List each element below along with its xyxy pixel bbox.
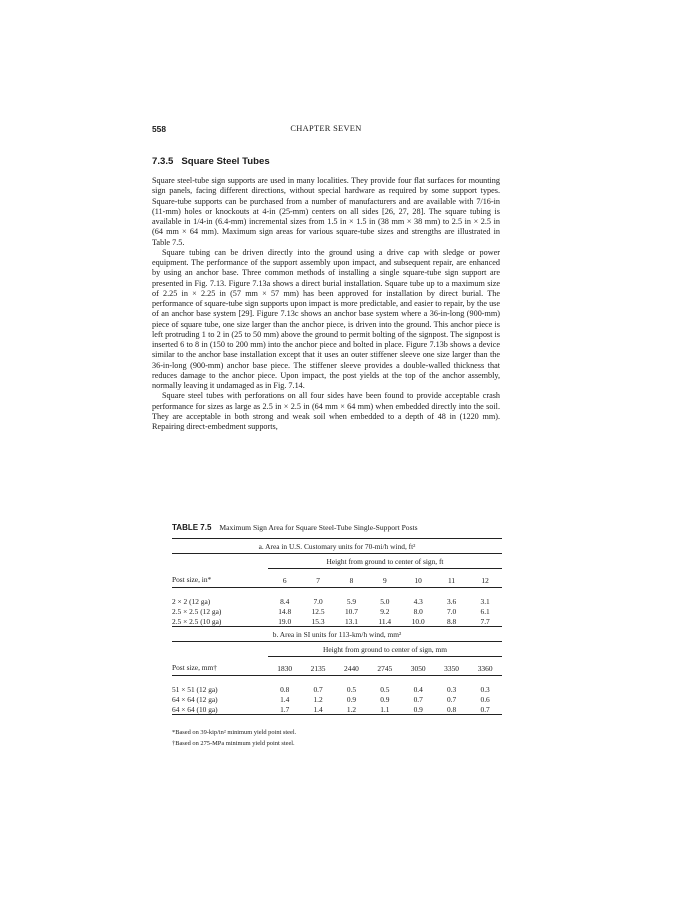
column-header: 10	[402, 569, 435, 588]
post-size-cell: 64 × 64 (12 ga)	[172, 694, 218, 704]
table-row	[172, 616, 502, 627]
table-cell: 0.5	[380, 684, 390, 694]
page-content	[152, 124, 500, 432]
table-cell: 7.0	[446, 606, 457, 616]
part-a-height-label: Height from ground to center of sign, ft	[268, 554, 502, 569]
table-cell: 1.1	[380, 704, 390, 714]
table-subtitle-row	[172, 627, 502, 642]
table-cell: 8.4	[280, 596, 290, 606]
table-cell: 9.2	[380, 606, 390, 616]
body-text	[152, 176, 500, 432]
table-cell: 1.7	[280, 704, 290, 714]
table-cell: 13.1	[344, 616, 358, 626]
table-cell: 19.0	[278, 616, 292, 626]
column-header-row	[172, 657, 502, 676]
table-cell: 10.7	[344, 606, 358, 616]
table-cell: 0.8	[446, 704, 457, 714]
table-cell: 0.9	[380, 694, 390, 704]
part-b-subtitle: b. Area in SI units for 113-km/h wind, mm²	[172, 627, 502, 642]
column-header: 3050	[402, 657, 435, 676]
table-cell: 3.1	[480, 596, 490, 606]
chapter-title: CHAPTER SEVEN	[290, 124, 362, 133]
table-row	[172, 704, 502, 715]
table-cell: 15.3	[311, 616, 325, 626]
page-number: 558	[152, 124, 166, 134]
paragraph: Square steel-tube sign supports are used in many localities. They provide four flat surfaces for mounting sign panels, facing different directions, without special hardware as required by some support types. Square-tube supports can be purchased from a number of manufacturers and are available with 7/16-in (11-mm) holes or knockouts at 4-in (25-mm) centers on all sides [26, 27, 28]. The square tubing is available in 1/4-in (6.4-mm) incremental sizes from 1.5 in × 1.5 in (38 mm × 38 mm) to 2.5 in × 2.5 in (64 mm × 64 mm). Maximum sign areas for various square-tube sizes and strengths are illustrated in Table 7.5.	[152, 176, 500, 247]
post-size-cell: 64 × 64 (10 ga)	[172, 704, 218, 714]
table-number: TABLE 7.5	[172, 523, 212, 532]
table-row	[172, 684, 502, 694]
section-number: 7.3.5	[152, 156, 174, 167]
table-cell: 7.7	[480, 616, 490, 626]
table-cell: 1.4	[313, 704, 323, 714]
table-caption	[172, 523, 502, 532]
table-cell: 0.3	[446, 684, 457, 694]
part-b-post-label: Post size, mm†	[172, 657, 268, 676]
part-a-subtitle: a. Area in U.S. Customary units for 70-mi/h wind, ft²	[172, 539, 502, 554]
post-size-cell: 2.5 × 2.5 (10 ga)	[172, 616, 222, 626]
part-a-post-label: Post size, in*	[172, 569, 268, 588]
table-cell: 0.9	[346, 694, 357, 704]
table-cell: 0.9	[413, 704, 423, 714]
column-header: 2440	[335, 657, 368, 676]
table-cell: 4.3	[413, 596, 423, 606]
column-header: 8	[335, 569, 368, 588]
table-cell: 0.6	[480, 694, 490, 704]
table-cell: 0.7	[313, 684, 323, 694]
table-cell: 0.8	[280, 684, 290, 694]
table-subtitle-row	[172, 539, 502, 554]
column-header: 9	[368, 569, 401, 588]
column-header: 2135	[301, 657, 334, 676]
column-header: 12	[468, 569, 502, 588]
table-cell: 0.5	[346, 684, 357, 694]
table-row	[172, 596, 502, 606]
table-cell: 8.8	[446, 616, 457, 626]
table-cell: 0.7	[480, 704, 490, 714]
column-header: 3350	[435, 657, 468, 676]
table-cell: 6.1	[480, 606, 490, 616]
column-header: 7	[301, 569, 334, 588]
column-header: 3360	[468, 657, 502, 676]
table-footnotes	[172, 727, 502, 749]
section-title: Square Steel Tubes	[181, 156, 270, 167]
column-header-row	[172, 569, 502, 588]
table-cell: 1.2	[313, 694, 323, 704]
height-label-row	[172, 642, 502, 657]
part-b-height-label: Height from ground to center of sign, mm	[268, 642, 502, 657]
table-cell: 10.0	[411, 616, 425, 626]
table-cell: 1.2	[346, 704, 357, 714]
running-header	[152, 124, 500, 138]
table-cell: 5.9	[346, 596, 357, 606]
data-table	[172, 538, 502, 717]
post-size-cell: 2.5 × 2.5 (12 ga)	[172, 606, 222, 616]
footnote: †Based on 275-MPa minimum yield point steel.	[172, 740, 295, 747]
table-cell: 0.4	[413, 684, 423, 694]
table-row	[172, 694, 502, 704]
height-label-row	[172, 554, 502, 569]
column-header: 11	[435, 569, 468, 588]
table-cell: 7.0	[313, 596, 323, 606]
paragraph: Square tubing can be driven directly into the ground using a drive cap with sledge or power equipment. The performance of the support assembly upon impact, and subsequent repair, are enhanced by using an anchor base. Three common methods of installing a single square-tube sign support are presented in Fig. 7.13. Figure 7.13a shows a direct burial installation. Square tube up to a maximum size of 2.25 in × 2.25 in (57 mm × 57 mm) has been approved for installation by direct burial. The performance of square-tube sign supports upon impact is more predictable, and easier to repair, by the use of an anchor base system [29]. Figure 7.13c shows an anchor base system where a 36-in-long (900-mm) piece of square tube, one size larger than the anchor piece, is driven into the ground. This anchor piece is left protruding 1 to 2 in (25 to 50 mm) above the ground to permit bolting of the signpost. The signpost is inserted 6 to 8 in (150 to 200 mm) into the anchor piece and bolted in place. Figure 7.13b shows a device similar to the anchor base installation except that it uses an outer stiffener sleeve one size larger than the 36-in-long (900-mm) anchor base piece. The stiffener sleeve provides a double-walled thickness that reduces damage to the anchor piece. Upon impact, the post yields at the top of the anchor assembly, normally leaving it undamaged as in Fig. 7.14.	[152, 247, 500, 390]
table-cell: 5.0	[380, 596, 390, 606]
table-row	[172, 606, 502, 616]
table-cell: 1.4	[280, 694, 290, 704]
post-size-cell: 2 × 2 (12 ga)	[172, 596, 211, 606]
table-7-5	[172, 523, 502, 749]
table-cell: 0.7	[446, 694, 457, 704]
table-cell: 14.8	[278, 606, 292, 616]
section-heading	[152, 156, 500, 167]
table-cell: 11.4	[378, 616, 392, 626]
footnote: *Based on 39-kip/in² minimum yield point steel.	[172, 729, 297, 736]
table-cell: 0.3	[480, 684, 490, 694]
table-cell: 0.7	[413, 694, 423, 704]
column-header: 1830	[268, 657, 301, 676]
table-cell: 8.0	[413, 606, 423, 616]
post-size-cell: 51 × 51 (12 ga)	[172, 684, 218, 694]
table-cell: 3.6	[446, 596, 457, 606]
paragraph: Square steel tubes with perforations on all four sides have been found to provide acceptable crash performance for sizes as large as 2.5 in × 2.5 in (64 mm × 64 mm) when embedded directly into the soil. They are acceptable in both strong and weak soil when embedded to a depth of 48 in (1220 mm). Repairing direct-embedment supports,	[152, 391, 500, 431]
table-title: Maximum Sign Area for Square Steel-Tube Single-Support Posts	[219, 523, 418, 532]
table-cell: 12.5	[311, 606, 325, 616]
column-header: 6	[268, 569, 301, 588]
column-header: 2745	[368, 657, 401, 676]
